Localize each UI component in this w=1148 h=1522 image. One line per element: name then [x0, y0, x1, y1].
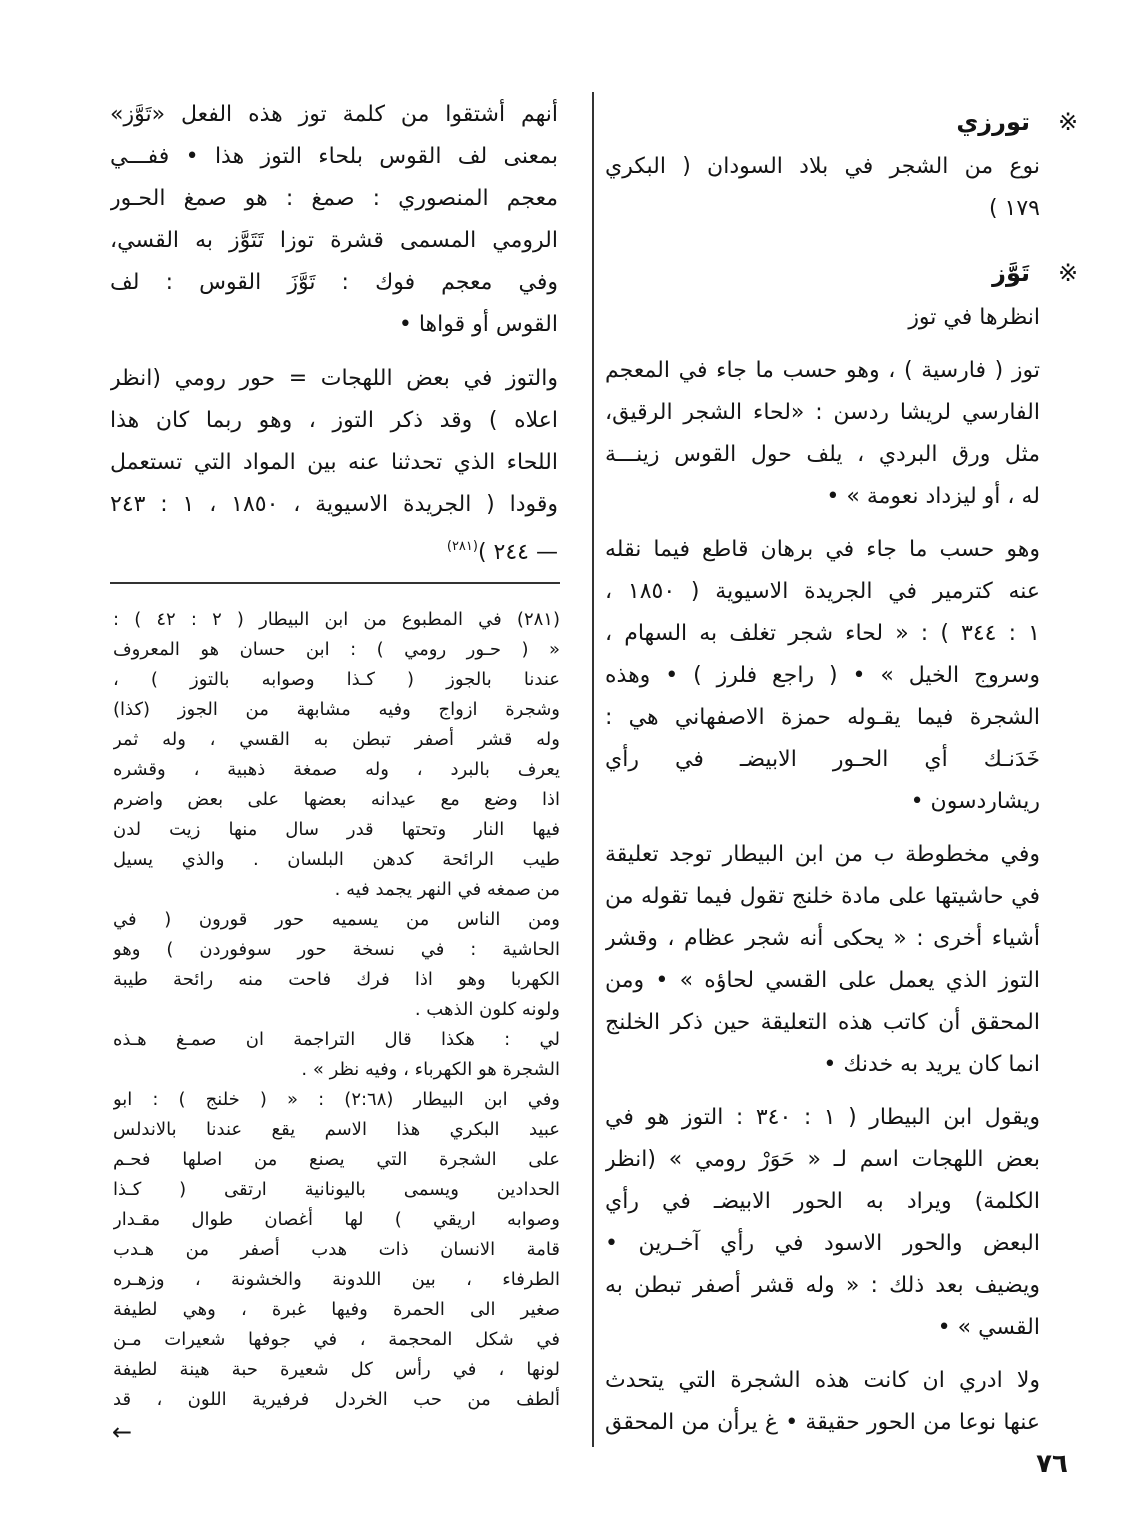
footnote-line: الكهربا وهو اذا فرك فاحت منه رائحة طيبة — [113, 969, 560, 990]
footnote-line: « ( حـور رومي ) : ابن حسان هو المعروف — [113, 639, 560, 660]
footnote-line: طيب الرائحة كدهن البلسان . والذي يسيل — [113, 849, 560, 870]
text-line: الفارسي لريشا ردسن : «لحاء الشجر الرقيق، — [605, 400, 1040, 425]
entry-headword: تورزي — [956, 108, 1030, 136]
paragraph — [605, 1097, 1040, 1349]
footnote-line: عبيد البكري هذا الاسم يقع عندنا بالاندلس — [113, 1119, 560, 1140]
footnote-line: ألطف من حب الخردل فرفيرية اللون ، قد — [113, 1389, 560, 1410]
footnote-line: في شكل المحجمة ، في جوفها شعيرات مـن — [113, 1329, 560, 1350]
text-line-content: — ٢٤٤ ) — [477, 540, 558, 565]
footnote-line: لونها ، في رأس كل شعيرة حبة هينة لطيفة — [113, 1359, 560, 1380]
text-line: القوس أو قواها • — [398, 312, 558, 337]
text-line: مثل ورق البردي ، يلف حول القوس زينـــة — [605, 442, 1040, 467]
entry-marker-icon: ※ — [1057, 259, 1079, 287]
footnote-line: صغير الى الحمرة وفيها غبرة ، وهي لطيفة — [113, 1299, 560, 1320]
text-line: أشياء أخرى : « يحكى أنه شجر عظام ، وقشر — [605, 926, 1040, 951]
text-line: انما كان يريد به خدنك • — [823, 1052, 1040, 1077]
paragraph — [605, 834, 1040, 1086]
text-line: الكلمة) ويراد به الحور الابيضـ في رأي — [605, 1189, 1040, 1214]
text-line: ١٧٩ ) — [988, 196, 1040, 221]
footnote-paragraph — [113, 1025, 560, 1085]
footnote-line: وصوابه اريقي ) لها أغصان طوال مقـدار — [113, 1209, 560, 1230]
entry-heading — [605, 101, 1079, 143]
entry-heading — [605, 252, 1079, 294]
text-line: ولا ادري ان كانت هذه الشجرة التي يتحدث — [605, 1368, 1040, 1393]
main-column — [605, 101, 1079, 1444]
footnote-line: على الشجرة التي يصنع من اصلها فحـم — [113, 1149, 560, 1170]
footnote-paragraph — [113, 605, 560, 905]
paragraph — [110, 358, 558, 568]
footnote-line: يعرف بالبرد ، وله صمغة ذهبية ، وقشره — [113, 759, 560, 780]
footnote-line: فيها النار وتحتها قدر سال منها زيت لدن — [113, 819, 560, 840]
footnote-line: وله قشر أصفر تبطن به القسي ، وله ثمر — [113, 729, 560, 750]
footnote-line: الحدادين ويسمى باليونانية ارتقى ( كـذا — [113, 1179, 560, 1200]
footnote-line: الشجرة هو الكهرباء ، وفيه نظر » . — [301, 1059, 560, 1080]
text-line: التوز الذي يعمل على القسي لحاؤه » • ومن — [605, 968, 1040, 993]
footnote-line: عندنا بالجوز ( كـذا وصوابه بالتوز ) ، — [113, 669, 560, 690]
text-line: بمعنى لف القوس بلحاء التوز هذا • ففـــي — [110, 144, 558, 169]
left-column — [110, 94, 558, 568]
paragraph — [110, 94, 558, 346]
entry-headword: تَوَّز — [992, 259, 1030, 287]
footnote-paragraph — [113, 905, 560, 1025]
paragraph — [605, 1360, 1040, 1444]
text-line: له ، أو ليزداد نعومة » • — [826, 484, 1040, 509]
text-line: وفي مخطوطة ب من ابن البيطار توجد تعليقة — [605, 842, 1040, 867]
text-line: عنه كترمير في الجريدة الاسيوية ( ١٨٥٠ ، — [605, 579, 1040, 604]
footnote-line: لي : هكذا قال التراجمة ان صمـغ هـذه — [113, 1029, 560, 1050]
text-line: اللحاء الذي تحدثنا عنه بين المواد التي تستعمل — [110, 450, 558, 475]
text-line: خَدَنـك أي الحـور الابيضـ في رأي — [605, 747, 1040, 772]
text-line: أنهم أشتقوا من كلمة توز هذه الفعل «تَوَّز» — [110, 102, 558, 127]
text-line: الرومي المسمى قشرة توزا تَتَوَّز به القسي، — [110, 228, 558, 253]
text-line: توز ( فارسية ) ، وهو حسب ما جاء في المعجم — [605, 358, 1040, 383]
entry-marker-icon: ※ — [1057, 108, 1079, 136]
footnote-line: ولونه كلون الذهب . — [414, 999, 560, 1020]
text-line: القسي » • — [937, 1315, 1040, 1340]
text-line: ويقول ابن البيطار ( ١ : ٣٤٠ : التوز هو في — [605, 1105, 1040, 1130]
page-number: ٧٦ — [1036, 1449, 1068, 1479]
continuation-arrow-icon: ← — [112, 1418, 133, 1446]
footnote-line: وشجرة ازواج وفيه مشابهة من الجوز (كذا) — [113, 699, 560, 720]
footnote-line: ومن الناس من يسميه حور قورون ( في — [113, 909, 560, 930]
footnote-rule — [110, 582, 560, 584]
text-line: في حاشيتها على مادة خلنج تقول فيما تقوله من — [605, 884, 1040, 909]
text-line: البعض والحور الاسود في رأي آخـرين • — [605, 1231, 1040, 1256]
text-line: بعض اللهجات اسم لـ « حَوَرْ رومي » (انظر — [605, 1147, 1040, 1172]
footnote-line: الحاشية : في نسخة حور سوفوردن ) وهو — [113, 939, 560, 960]
footnote-line: اذا وضع مع عيدانه بعضها على بعض واضرم — [113, 789, 560, 810]
text-line: ١ : ٣٤٤ ) : « لحاء شجر تغلف به السهام ، — [605, 621, 1040, 646]
dictionary-entry — [605, 101, 1079, 230]
text-line: ويضيف بعد ذلك : « وله قشر أصفر تبطن به — [605, 1273, 1040, 1298]
column-divider — [592, 92, 594, 1447]
text-line: الشجرة فيما يقـوله حمزة الاصفهاني هي : — [605, 705, 1040, 730]
footnote-section — [113, 605, 560, 1415]
text-line: المحقق أن كاتب هذه التعليقة حين ذكر الخلنج — [605, 1010, 1040, 1035]
text-line: معجم المنصوري : صمغ : هو صمغ الحـور — [110, 186, 558, 211]
text-line: والتوز في بعض اللهجات = حور رومي (انظر — [110, 366, 558, 391]
paragraph — [605, 529, 1040, 823]
text-line: اعلاه ) وقد ذكر التوز ، وهو ربما كان هذا — [110, 408, 558, 433]
footnote-reference: (٢٨١) — [446, 539, 478, 554]
text-line — [110, 526, 558, 568]
dictionary-entry — [605, 252, 1079, 1444]
text-line: وسروج الخيل » • ( راجع فلرز ) • وهذه — [605, 663, 1040, 688]
text-line: عنها نوعا من الحور حقيقة • غ يرأن من المحقق — [605, 1410, 1040, 1435]
text-line: انظرها في توز — [908, 305, 1040, 330]
text-line: نوع من الشجر في بلاد السودان ( البكري — [605, 154, 1040, 179]
footnote-line: الطرفاء ، بين اللدونة والخشونة ، وزهـره — [113, 1269, 560, 1290]
text-line: وهو حسب ما جاء في برهان قاطع فيما نقله — [605, 537, 1040, 562]
footnote-line: من صمغه في النهر يجمد فيه . — [334, 879, 560, 900]
footnote-line: قامة الانسان ذات هدب أصفر من هـدب — [113, 1239, 560, 1260]
paragraph — [605, 297, 1040, 339]
footnote-paragraph — [113, 1085, 560, 1415]
text-line: وفي معجم فوك : تَوَّزَ القوس : لف — [110, 270, 558, 295]
footnote-line: (٢٨١) في المطبوع من ابن البيطار ( ٢ : ٤٢ ) : — [113, 609, 560, 630]
paragraph — [605, 146, 1040, 230]
footnote-line: وفي ابن البيطار (٢:٦٨) : « ( خلنج ) : ابو — [113, 1089, 560, 1110]
text-line: وقودا ( الجريدة الاسيوية ، ١٨٥٠ ، ١ : ٢٤٣ — [110, 492, 558, 517]
paragraph — [605, 350, 1040, 518]
text-line: ريشاردسون • — [910, 789, 1040, 814]
